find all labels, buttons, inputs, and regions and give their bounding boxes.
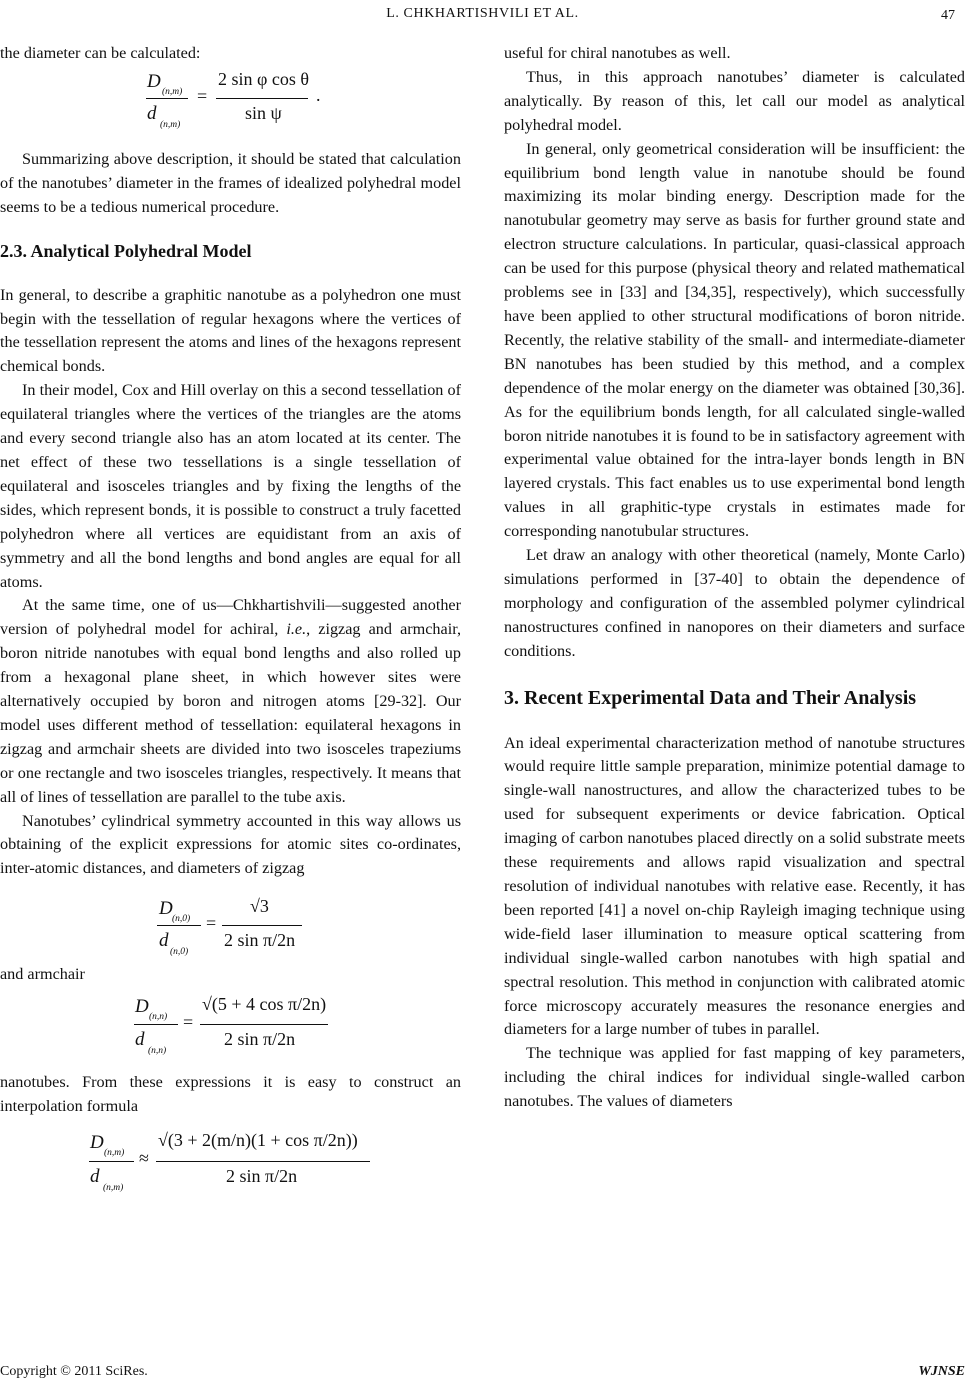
eq3-numerator: √(5 + 4 cos π/2n): [202, 994, 327, 1015]
page-footer: [0, 1364, 965, 1382]
eq4-sub-bottom: (n,m): [103, 1183, 124, 1193]
eq3-sub-top: (n,n): [149, 1012, 168, 1023]
left-column: [0, 42, 461, 1205]
paragraph-from-expressions: nanotubes. From these expressions it is easy to construct an interpolation formula: [0, 1073, 461, 1116]
eq1-equals: =: [197, 85, 208, 106]
eq1-D: D: [147, 70, 161, 92]
paragraph-ideal: An ideal experimental characterization method of nanotube structures would require little sample preparation, minimize potential damage to single-wall nanostructures, and allow the characterized tubes to be used for subsequent experiments or device fabrication. Optical imaging of carbon nanotubes placed directly on a solid substrate meets these requirements and allows rapid visualization and spectral resolution of individual nanotubes with relative ease. Recently, it has been reported [41] a novel on-chip Rayleigh imaging technique using wide-field laser illumination to measure optical scattering from individual single-walled carbon nanotubes with high spatial and spectral resolution. This method in conjunction with calibrated atomic force microscopy accurately measures the resonance energies and diameters for a large number of tubes in parallel.: [504, 733, 965, 1039]
eq1-left-bar: [146, 98, 188, 99]
eq2-sub-top: (n,0): [172, 914, 191, 925]
copyright-text: Copyright © 2011 SciRes.: [0, 1364, 148, 1379]
equation-zigzag: [0, 881, 461, 963]
eq3-denominator: 2 sin π/2n: [224, 1029, 296, 1050]
eq2-right-bar: [222, 925, 302, 926]
eq4-right-bar: [156, 1161, 370, 1162]
section-heading-3: 3. Recent Experimental Data and Their Analysis: [504, 686, 917, 709]
right-column: [504, 42, 965, 1114]
paragraph-geometry: In general, only geometrical consideration will be insufficient: the equilibrium bond length value in nanotube should be found maximizing its molar binding energy. Description made for the nanotubular geometry may serve as basis for further ground state and electron structure calculations. In particular, quasi-classical approach can be used for this purpose (physical theory and related mathematical problems see in [33] and [34,35], respectively), which successfully have been applied to other structural modifications of boron nitride. Recently, the relative stability of the small- and intermediate-diameter BN nanotubes has been studied by this method, and a complex dependence of the molar energy on the diameter was obtained [30,36]. As for the equilibrium bonds length, for all calculated single-walled boron nitride nanotubes it is found to be in satisfactory agreement with experimental value obtained for the intra-layer bonds length in BN layered crystals. This fact enables us to use experimental bond length values in all graphitic-type crystals in estimates made for corresponding nanotubular structures.: [504, 139, 965, 541]
eq4-D: D: [90, 1132, 104, 1153]
same-time-text-a: At the same time, one of us—Chkhartishvili—suggested another version of polyhedral model for achiral,: [0, 596, 461, 639]
equation-armchair: [0, 987, 461, 1071]
paragraph-general: In general, to describe a graphitic nanotube as a polyhedron one must begin with the tessellation of regular hexagons where the vertices of the tessellation represent the atoms and lines of the hexagons represent chemical bonds.: [0, 285, 461, 376]
section-heading-2-3: 2.3. Analytical Polyhedral Model: [0, 240, 252, 261]
eq3-left-bar: [134, 1024, 178, 1025]
paragraph-cox-hill: In their model, Cox and Hill overlay on this a second tessellation of equilateral triangles where the vertices of the triangles are the atoms and every second triangle also has an atom located at its center. The net effect of these two tessellations is a single tessellation of equilateral and isosceles triangles and by fixing the lengths of the sides, which represent bonds, it is possible to construct a truly facetted polyhedron where all vertices are equidistant from an axis of symmetry and all the bond lengths and bond angles are equal for all atoms.: [0, 381, 461, 591]
eq4-numerator: √(3 + 2(m/n)(1 + cos π/2n)): [158, 1130, 358, 1150]
eq1-right-bar: [216, 98, 308, 99]
eq4-sub-top: (n,m): [104, 1148, 125, 1158]
eq1-dot: .: [316, 84, 321, 105]
eq4-denominator: 2 sin π/2n: [226, 1166, 298, 1186]
eq3-sub-bottom: (n,n): [148, 1046, 167, 1057]
paragraph-thus: Thus, in this approach nanotubes’ diameter is calculated analytically. By reason of this, let call our model as analytical polyhedral model.: [504, 67, 965, 134]
equation-1: [0, 66, 461, 148]
same-time-text-b: , zigzag and armchair, boron nitride nanotubes with equal bond lengths and also rolled up from a hexagonal plane sheet, in which however sites were alternatively occupied by boron and nitrogen atoms [29-32]. Our model uses different method of tessellation: equilateral hexagons in zigzag and armchair sheets are divided into two isosceles trapeziums or one rectangle and two isosceles triangles, respectively. It means that all of lines of tessellation are parallel to the tube axis.: [0, 620, 462, 806]
eq2-denominator: 2 sin π/2n: [224, 930, 296, 951]
running-head: L. CHKHARTISHVILI ET AL.: [386, 6, 579, 21]
eq4-approx: ≈: [139, 1148, 149, 1168]
eq2-sub-bottom: (n,0): [170, 947, 189, 958]
eq3-equals: =: [183, 1012, 194, 1033]
page-number: 47: [941, 8, 955, 23]
eq2-numerator: √3: [250, 896, 269, 917]
paragraph-armchair: and armchair: [0, 965, 85, 984]
eq2-d: d: [159, 930, 169, 952]
eq3-d: d: [135, 1029, 145, 1051]
paragraph-same-time: [0, 594, 461, 809]
eq1-numerator: 2 sin φ cos θ: [218, 68, 310, 89]
eq1-d: d: [147, 102, 157, 124]
equation-interpolation: [0, 1119, 461, 1205]
paragraph-technique: The technique was applied for fast mapping of key parameters, including the chiral indices for individual single-walled carbon nanotubes. The values of diameters: [504, 1044, 965, 1111]
eq1-sub-bottom: (n,m): [160, 119, 181, 130]
eq2-left-bar: [157, 925, 201, 926]
eq3-D: D: [135, 996, 149, 1018]
same-time-ie: i.e.: [286, 620, 307, 639]
eq2-equals: =: [206, 913, 217, 934]
page-header: [0, 2, 965, 26]
paragraph-analogy: Let draw an analogy with other theoretical (namely, Monte Carlo) simulations performed in [37-40] to obtain the dependence of morphology and configuration of the assembled polymer cylindrical nanostructures confined in nanopores on their diameters and surface conditions.: [504, 546, 965, 660]
eq3-right-bar: [200, 1024, 328, 1025]
paragraph-cylindrical: Nanotubes’ cylindrical symmetry accounted in this way allows us obtaining of the explicit expressions for atomic sites co-ordinates, inter-atomic distances, and diameters of zigzag: [0, 811, 461, 878]
paragraph-summary: Summarizing above description, it should be stated that calculation of the nanotubes’ diameter in the frames of idealized polyhedral model seems to be a tedious numerical procedure.: [0, 149, 461, 216]
eq4-left-bar: [89, 1161, 134, 1162]
paragraph-useful: useful for chiral nanotubes as well.: [504, 44, 731, 62]
journal-name: WJNSE: [918, 1364, 965, 1379]
paragraph-intro: the diameter can be calculated:: [0, 44, 201, 62]
eq1-denominator: sin ψ: [245, 102, 282, 123]
eq4-d: d: [90, 1166, 100, 1187]
eq2-D: D: [159, 898, 173, 920]
eq1-sub-top: (n,m): [162, 86, 183, 97]
